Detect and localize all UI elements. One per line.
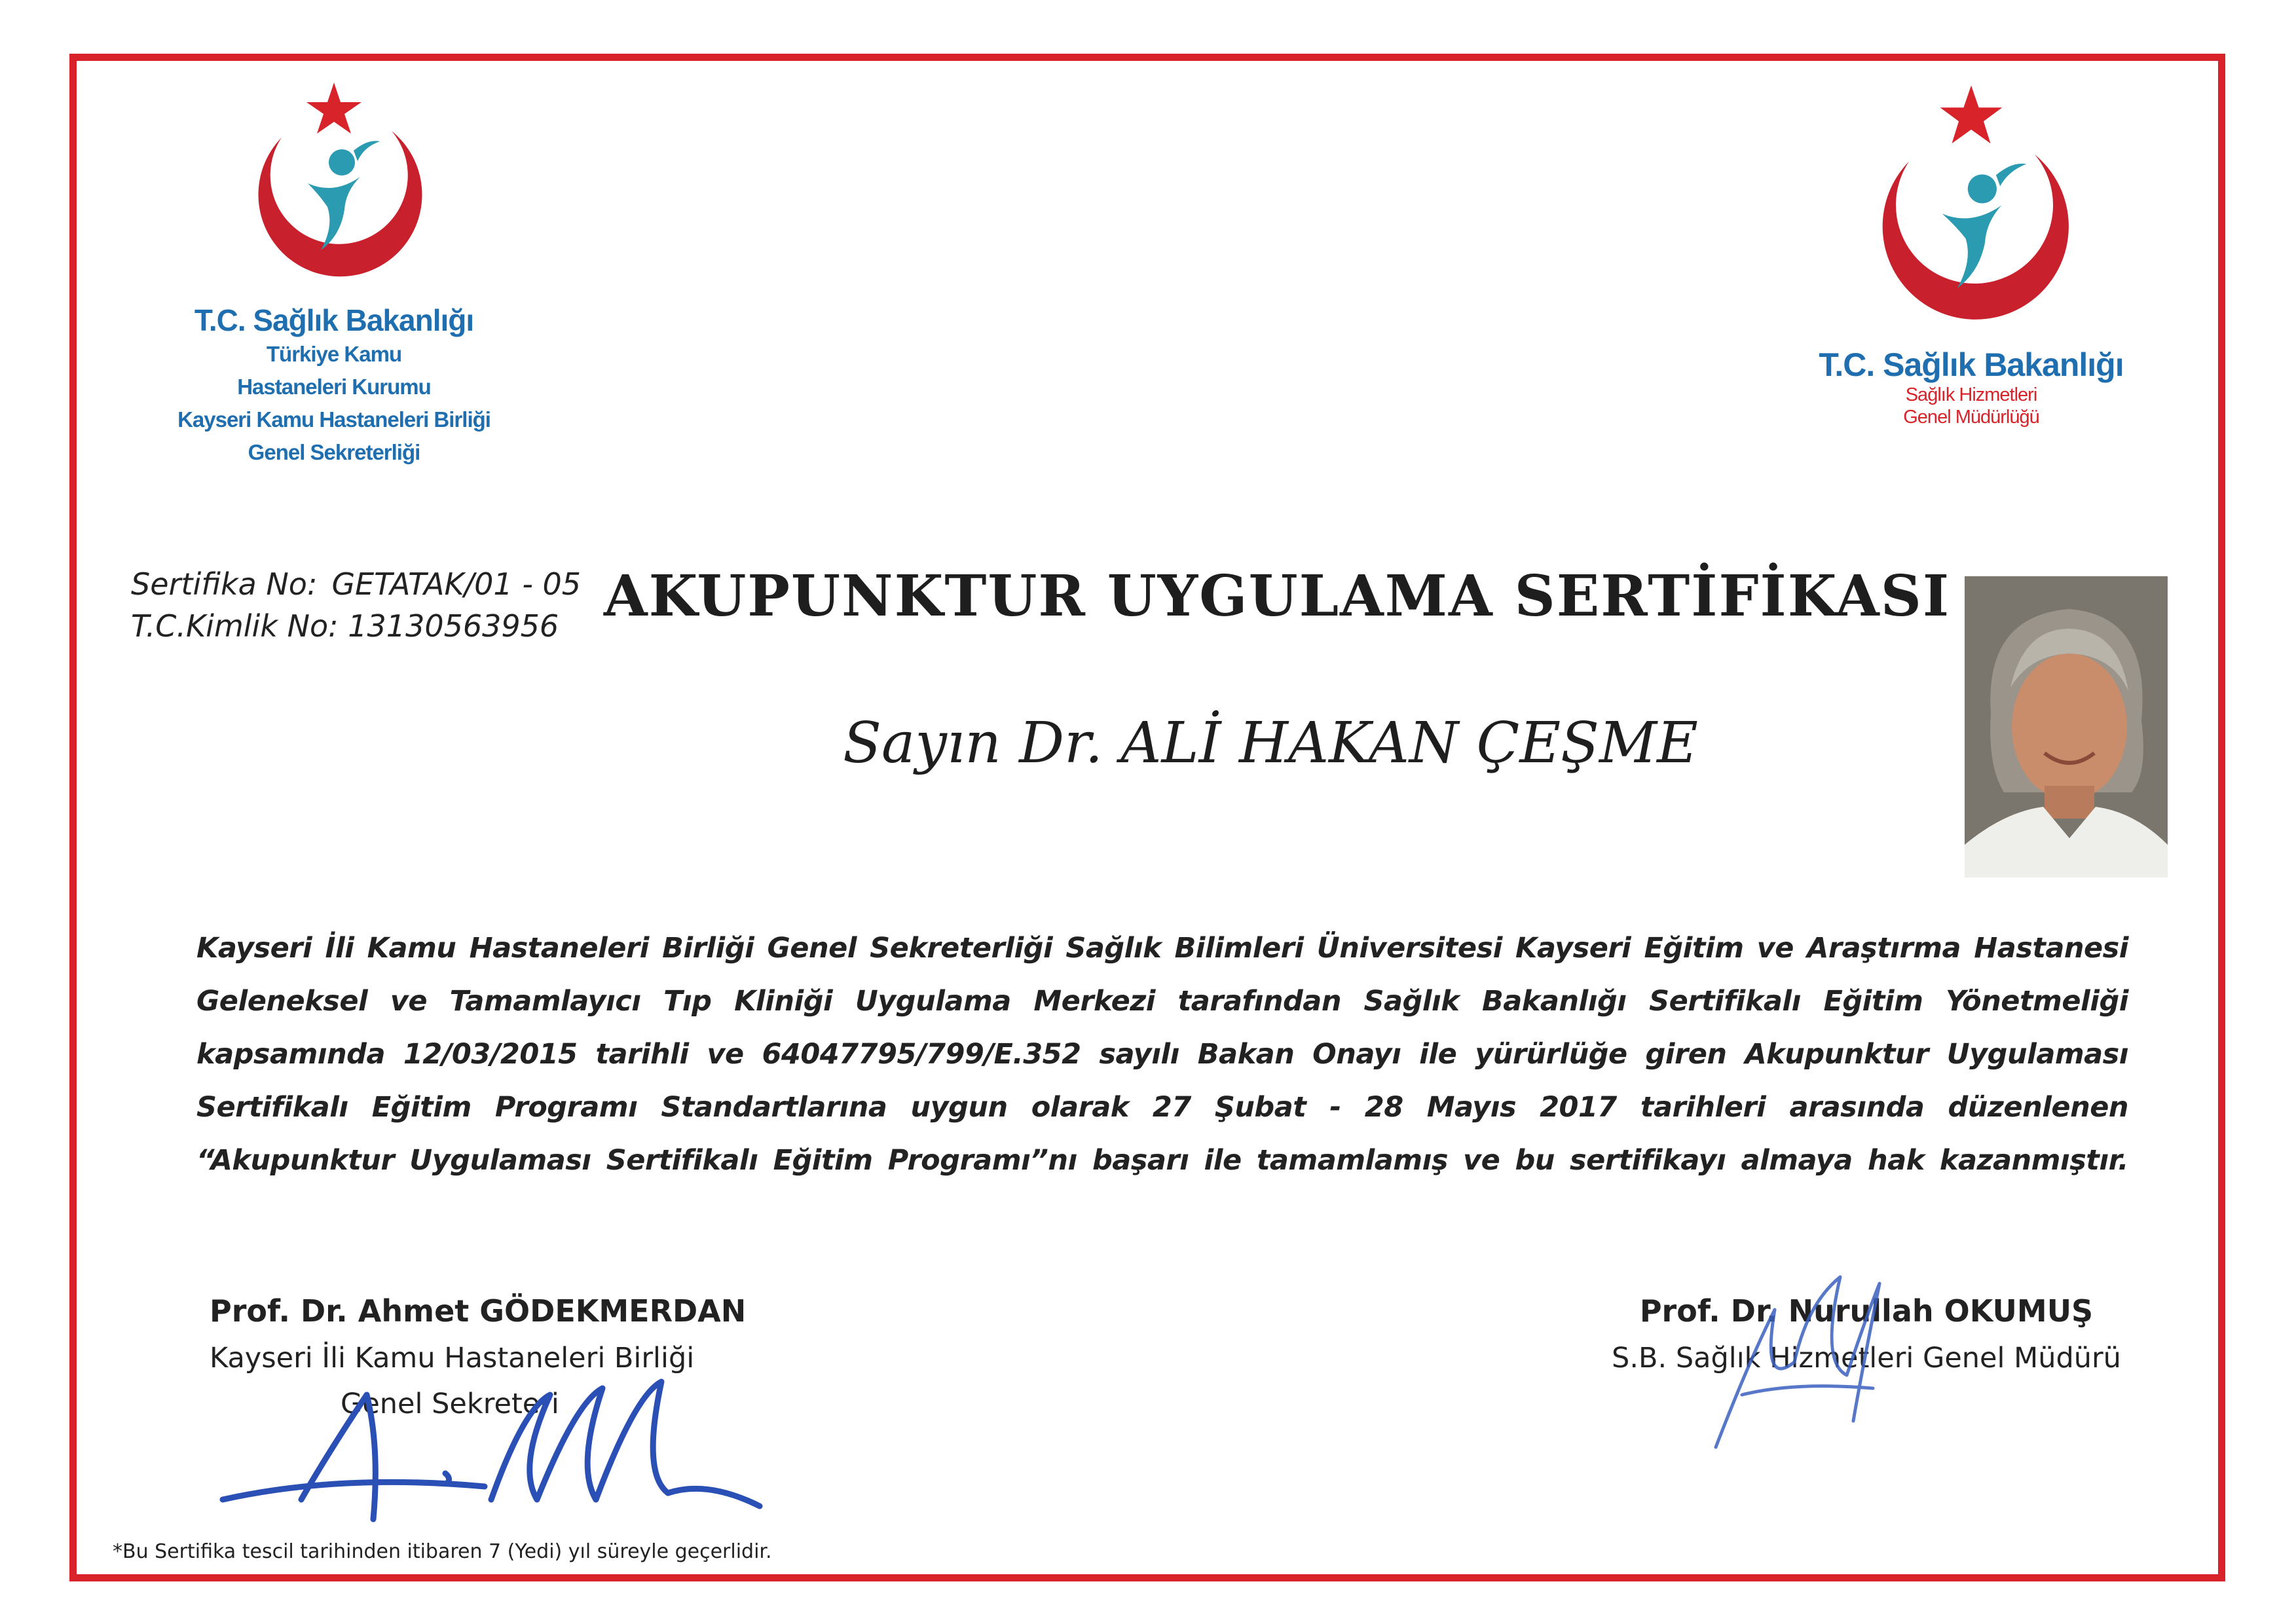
national-id-row: [131, 605, 581, 647]
certificate-meta: [131, 563, 581, 647]
body-line-2: Geleneksel ve Tamamlayıcı Tıp Kliniği Uygulama Merkezi tarafından Sağlık Bakanlığı Sertifikalı Eğitim Yönetmeliği: [196, 985, 2128, 1018]
signatory-left-name: Prof. Dr. Ahmet GÖDEKMERDAN: [210, 1293, 747, 1329]
signature-left-icon: [210, 1369, 773, 1532]
certificate-number-label: Sertifika No:: [131, 566, 318, 602]
left-logo-line-1: Türkiye Kamu: [266, 342, 402, 366]
national-id-label: T.C.Kimlik No:: [131, 608, 339, 644]
portrait-icon: [1965, 576, 2168, 877]
logo-left: [144, 79, 524, 469]
signatory-right-role-1: S.B. Sağlık Hizmetleri Genel Müdürü: [1612, 1342, 2121, 1375]
body-line-1: Kayseri İli Kamu Hastaneleri Birliği Genel Sekreterliği Sağlık Bilimleri Üniversitesi Kayseri Eğitim ve Araştırma Hastanesi: [196, 932, 2128, 965]
certificate-number-row: [131, 563, 581, 605]
national-id-value: 13130563956: [348, 608, 559, 644]
body-line-4: Sertifikalı Eğitim Programı Standartlarına uygun olarak 27 Şubat - 28 Mayıs 2017 tarihleri arasında düzenlenen: [196, 1091, 2128, 1124]
ministry-emblem-icon: [1860, 79, 2083, 341]
signature-right-icon: [1703, 1264, 1899, 1460]
left-logo-line-3: Kayseri Kamu Hastaneleri Birliği: [177, 407, 491, 432]
left-ministry-title: T.C. Sağlık Bakanlığı: [194, 303, 474, 337]
body-line-3: kapsamında 12/03/2015 tarihli ve 64047795/799/E.352 sayılı Bakan Onayı ile yürürlüğe giren Akupunktur Uygulaması: [196, 1038, 2128, 1071]
right-logo-line-1: Sağlık Hizmetleri: [1905, 384, 2037, 405]
body-line-5: “Akupunktur Uygulaması Sertifikalı Eğitim Programı”nı başarı ile tamamlamış ve bu sertifikayı almaya hak kazanmıştır.: [196, 1144, 2128, 1177]
right-ministry-title: T.C. Sağlık Bakanlığı: [1819, 346, 2124, 383]
left-logo-line-4: Genel Sekreterliği: [248, 440, 420, 464]
validity-footnote: *Bu Sertifika tescil tarihinden itibaren 7 (Yedi) yıl süreyle geçerlidir.: [113, 1540, 772, 1563]
certificate-title: AKUPUNKTUR UYGULAMA SERTİFİKASI: [603, 563, 1951, 629]
signatory-right-name: Prof. Dr. Nurullah OKUMUŞ: [1639, 1293, 2094, 1329]
certificate-body: [196, 922, 2128, 1187]
logo-right: [1788, 79, 2155, 428]
signatory-left-role-2: Genel Sekreteri: [341, 1388, 559, 1420]
recipient-name: Sayın Dr. ALİ HAKAN ÇEŞME: [843, 710, 1698, 776]
signatory-left-role-1: Kayseri İli Kamu Hastaneleri Birliği: [210, 1342, 695, 1375]
left-logo-line-2: Hastaneleri Kurumu: [237, 375, 431, 399]
ministry-emblem-icon: [229, 79, 439, 295]
right-logo-line-2: Genel Müdürlüğü: [1903, 407, 2039, 428]
certificate-number-value: GETATAK/01 - 05: [331, 566, 582, 602]
recipient-photo: [1965, 576, 2168, 877]
